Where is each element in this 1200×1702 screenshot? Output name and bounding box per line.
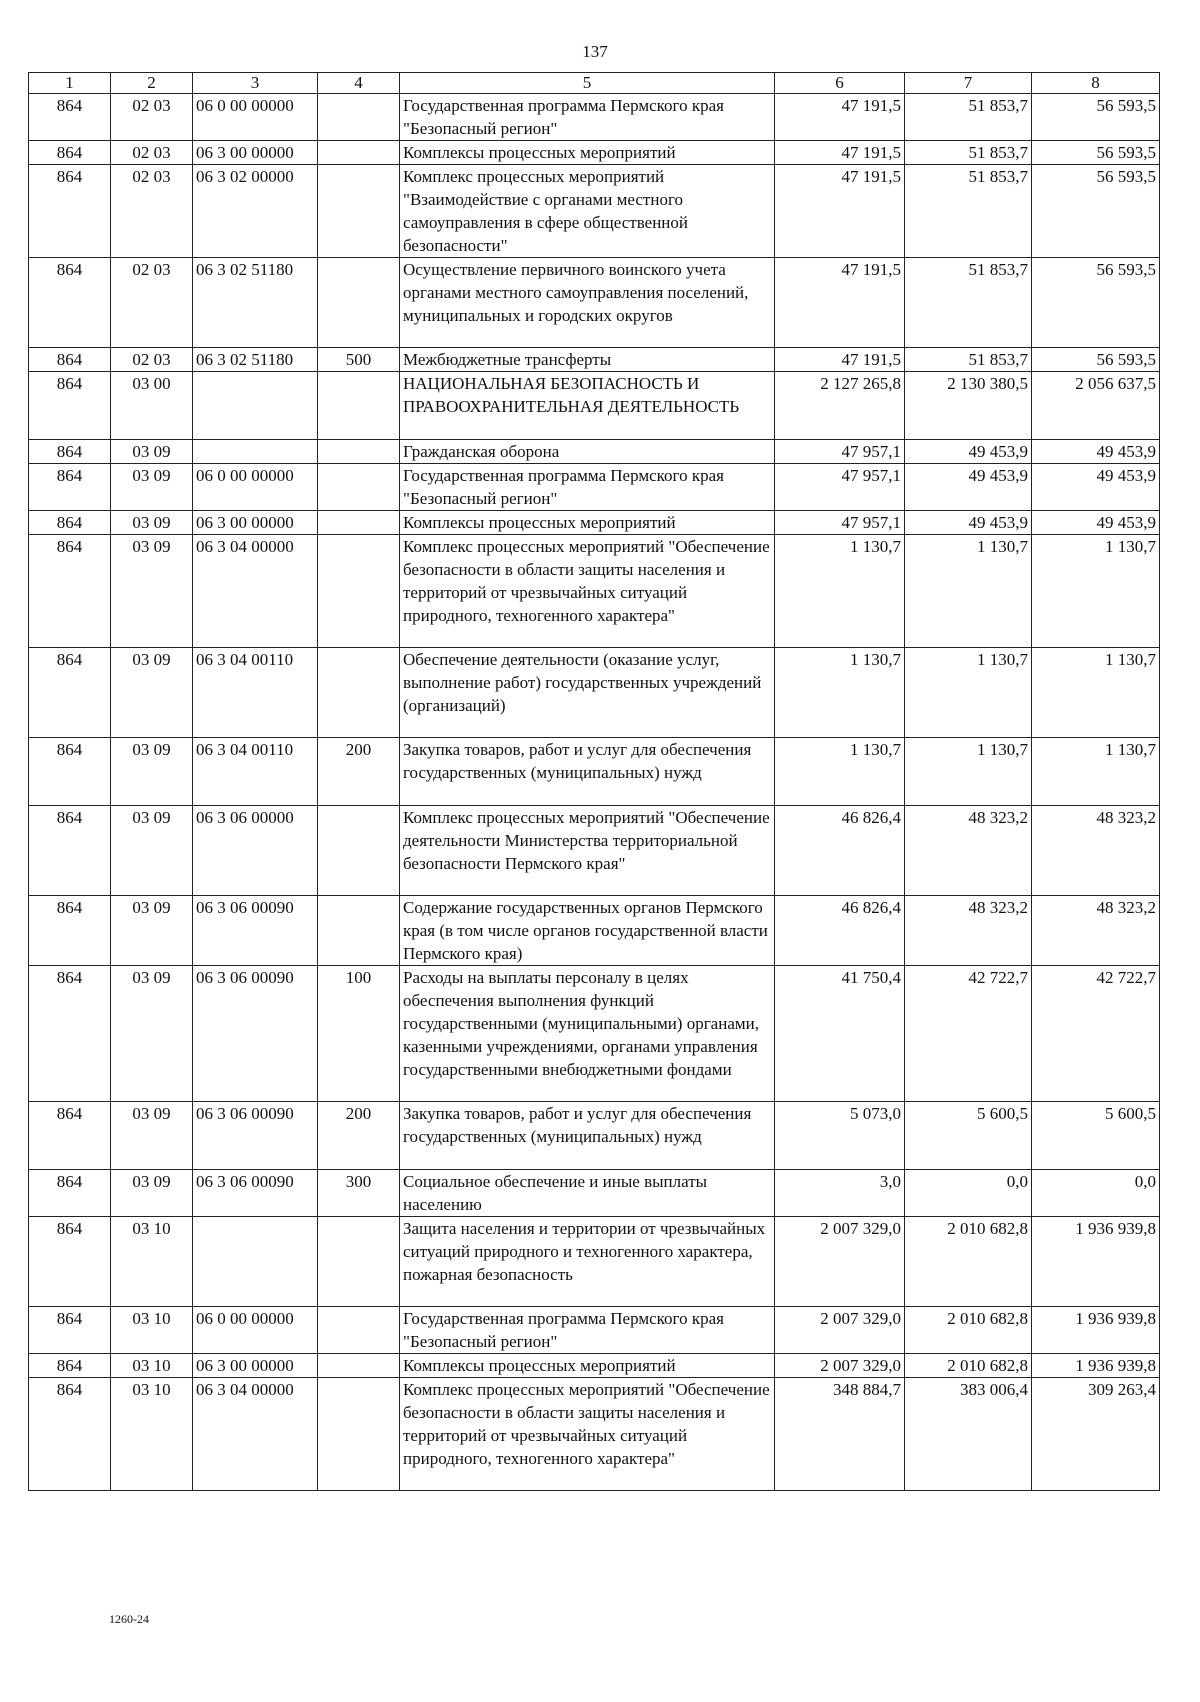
target-article-code: 06 3 06 00000 <box>193 806 318 896</box>
header-col-3: 3 <box>193 73 318 94</box>
amount-col-8: 48 323,2 <box>1032 896 1160 966</box>
amount-col-8: 1 130,7 <box>1032 535 1160 648</box>
amount-col-6: 47 191,5 <box>775 94 905 141</box>
amount-col-6: 47 191,5 <box>775 258 905 348</box>
section-code: 02 03 <box>111 258 193 348</box>
amount-col-8: 0,0 <box>1032 1170 1160 1217</box>
item-name: Защита населения и территории от чрезвычайных ситуаций природного и техногенного характера, пожарная безопасность <box>400 1217 775 1307</box>
table-row <box>29 1307 1160 1354</box>
header-col-1: 1 <box>29 73 111 94</box>
table-row <box>29 1354 1160 1378</box>
table-row <box>29 806 1160 896</box>
amount-col-7: 2 010 682,8 <box>905 1217 1032 1307</box>
target-article-code: 06 3 02 51180 <box>193 258 318 348</box>
section-code: 03 09 <box>111 648 193 738</box>
expense-type-code: 100 <box>318 966 400 1102</box>
target-article-code: 06 3 04 00110 <box>193 738 318 806</box>
amount-col-7: 2 010 682,8 <box>905 1354 1032 1378</box>
section-code: 02 03 <box>111 348 193 372</box>
table-row <box>29 966 1160 1102</box>
target-article-code <box>193 1217 318 1307</box>
amount-col-8: 48 323,2 <box>1032 806 1160 896</box>
target-article-code: 06 0 00 00000 <box>193 94 318 141</box>
amount-col-7: 1 130,7 <box>905 738 1032 806</box>
amount-col-6: 2 127 265,8 <box>775 372 905 440</box>
expense-type-code <box>318 648 400 738</box>
amount-col-7: 5 600,5 <box>905 1102 1032 1170</box>
amount-col-7: 2 130 380,5 <box>905 372 1032 440</box>
item-name: Комплексы процессных мероприятий <box>400 141 775 165</box>
expense-type-code: 500 <box>318 348 400 372</box>
table-row <box>29 94 1160 141</box>
amount-col-8: 1 130,7 <box>1032 738 1160 806</box>
target-article-code: 06 3 06 00090 <box>193 896 318 966</box>
section-code: 02 03 <box>111 94 193 141</box>
section-code: 03 09 <box>111 535 193 648</box>
expense-type-code: 300 <box>318 1170 400 1217</box>
amount-col-8: 49 453,9 <box>1032 511 1160 535</box>
amount-col-8: 1 936 939,8 <box>1032 1217 1160 1307</box>
department-code: 864 <box>29 806 111 896</box>
department-code: 864 <box>29 1217 111 1307</box>
section-code: 03 10 <box>111 1307 193 1354</box>
table-row <box>29 165 1160 258</box>
table-row <box>29 1170 1160 1217</box>
department-code: 864 <box>29 440 111 464</box>
amount-col-7: 42 722,7 <box>905 966 1032 1102</box>
table-row <box>29 258 1160 348</box>
section-code: 02 03 <box>111 165 193 258</box>
item-name: Гражданская оборона <box>400 440 775 464</box>
amount-col-8: 309 263,4 <box>1032 1378 1160 1491</box>
item-name: Комплекс процессных мероприятий "Обеспечение деятельности Министерства территориальной безопасности Пермского края" <box>400 806 775 896</box>
table-row <box>29 141 1160 165</box>
table-row <box>29 372 1160 440</box>
expense-type-code <box>318 1354 400 1378</box>
table-row <box>29 535 1160 648</box>
table-row <box>29 896 1160 966</box>
expense-type-code <box>318 511 400 535</box>
column-number-row <box>29 73 1160 94</box>
amount-col-7: 0,0 <box>905 1170 1032 1217</box>
item-name: НАЦИОНАЛЬНАЯ БЕЗОПАСНОСТЬ И ПРАВООХРАНИТЕЛЬНАЯ ДЕЯТЕЛЬНОСТЬ <box>400 372 775 440</box>
item-name: Комплекс процессных мероприятий "Обеспечение безопасности в области защиты населения и территорий от чрезвычайных ситуаций природного, техногенного характера" <box>400 1378 775 1491</box>
expense-type-code: 200 <box>318 1102 400 1170</box>
section-code: 03 10 <box>111 1217 193 1307</box>
department-code: 864 <box>29 348 111 372</box>
amount-col-6: 1 130,7 <box>775 738 905 806</box>
table-row <box>29 1102 1160 1170</box>
table-row <box>29 738 1160 806</box>
item-name: Осуществление первичного воинского учета органами местного самоуправления поселений, муниципальных и городских округов <box>400 258 775 348</box>
amount-col-7: 51 853,7 <box>905 141 1032 165</box>
expense-type-code <box>318 141 400 165</box>
header-col-6: 6 <box>775 73 905 94</box>
item-name: Закупка товаров, работ и услуг для обеспечения государственных (муниципальных) нужд <box>400 738 775 806</box>
footer-code: 1260-24 <box>109 1612 149 1626</box>
department-code: 864 <box>29 372 111 440</box>
amount-col-6: 1 130,7 <box>775 535 905 648</box>
target-article-code: 06 3 04 00000 <box>193 1378 318 1491</box>
expense-type-code <box>318 806 400 896</box>
item-name: Государственная программа Пермского края "Безопасный регион" <box>400 1307 775 1354</box>
header-col-5: 5 <box>400 73 775 94</box>
amount-col-6: 46 826,4 <box>775 896 905 966</box>
amount-col-7: 48 323,2 <box>905 806 1032 896</box>
amount-col-8: 1 936 939,8 <box>1032 1307 1160 1354</box>
expense-type-code <box>318 372 400 440</box>
amount-col-8: 2 056 637,5 <box>1032 372 1160 440</box>
section-code: 03 09 <box>111 1102 193 1170</box>
item-name: Комплекс процессных мероприятий "Взаимодействие с органами местного самоуправления в сфере общественной безопасности" <box>400 165 775 258</box>
target-article-code: 06 3 04 00000 <box>193 535 318 648</box>
section-code: 03 09 <box>111 511 193 535</box>
expense-type-code <box>318 535 400 648</box>
department-code: 864 <box>29 535 111 648</box>
amount-col-8: 56 593,5 <box>1032 165 1160 258</box>
amount-col-8: 49 453,9 <box>1032 440 1160 464</box>
section-code: 03 09 <box>111 464 193 511</box>
amount-col-7: 383 006,4 <box>905 1378 1032 1491</box>
item-name: Комплексы процессных мероприятий <box>400 511 775 535</box>
amount-col-6: 5 073,0 <box>775 1102 905 1170</box>
section-code: 03 09 <box>111 896 193 966</box>
budget-table <box>28 72 1160 1491</box>
amount-col-8: 56 593,5 <box>1032 141 1160 165</box>
department-code: 864 <box>29 165 111 258</box>
item-name: Комплексы процессных мероприятий <box>400 1354 775 1378</box>
target-article-code: 06 3 00 00000 <box>193 141 318 165</box>
expense-type-code <box>318 94 400 141</box>
department-code: 864 <box>29 1354 111 1378</box>
table-row <box>29 348 1160 372</box>
section-code: 03 10 <box>111 1354 193 1378</box>
item-name: Государственная программа Пермского края "Безопасный регион" <box>400 94 775 141</box>
amount-col-8: 1 936 939,8 <box>1032 1354 1160 1378</box>
department-code: 864 <box>29 1307 111 1354</box>
target-article-code: 06 0 00 00000 <box>193 464 318 511</box>
amount-col-6: 47 957,1 <box>775 464 905 511</box>
amount-col-7: 1 130,7 <box>905 535 1032 648</box>
section-code: 03 09 <box>111 738 193 806</box>
amount-col-7: 51 853,7 <box>905 94 1032 141</box>
amount-col-7: 49 453,9 <box>905 511 1032 535</box>
target-article-code: 06 3 06 00090 <box>193 1170 318 1217</box>
department-code: 864 <box>29 258 111 348</box>
item-name: Обеспечение деятельности (оказание услуг, выполнение работ) государственных учреждений (организаций) <box>400 648 775 738</box>
item-name: Закупка товаров, работ и услуг для обеспечения государственных (муниципальных) нужд <box>400 1102 775 1170</box>
expense-type-code <box>318 896 400 966</box>
amount-col-6: 47 957,1 <box>775 511 905 535</box>
amount-col-8: 49 453,9 <box>1032 464 1160 511</box>
amount-col-8: 56 593,5 <box>1032 94 1160 141</box>
amount-col-6: 47 191,5 <box>775 141 905 165</box>
item-name: Расходы на выплаты персоналу в целях обеспечения выполнения функций государственными (муниципальными) органами, казенными учреждениями, органами управления государственными внебюджетными фондами <box>400 966 775 1102</box>
department-code: 864 <box>29 738 111 806</box>
header-col-8: 8 <box>1032 73 1160 94</box>
target-article-code: 06 3 06 00090 <box>193 966 318 1102</box>
amount-col-6: 3,0 <box>775 1170 905 1217</box>
page-number: 137 <box>582 42 608 61</box>
expense-type-code <box>318 464 400 511</box>
item-name: Комплекс процессных мероприятий "Обеспечение безопасности в области защиты населения и территорий от чрезвычайных ситуаций природного, техногенного характера" <box>400 535 775 648</box>
section-code: 03 09 <box>111 806 193 896</box>
section-code: 02 03 <box>111 141 193 165</box>
amount-col-8: 56 593,5 <box>1032 258 1160 348</box>
table-row <box>29 648 1160 738</box>
amount-col-7: 49 453,9 <box>905 440 1032 464</box>
section-code: 03 09 <box>111 440 193 464</box>
target-article-code: 06 3 00 00000 <box>193 1354 318 1378</box>
table-body <box>29 94 1160 1491</box>
amount-col-7: 51 853,7 <box>905 348 1032 372</box>
target-article-code: 06 3 04 00110 <box>193 648 318 738</box>
target-article-code: 06 0 00 00000 <box>193 1307 318 1354</box>
target-article-code: 06 3 06 00090 <box>193 1102 318 1170</box>
expense-type-code <box>318 1378 400 1491</box>
section-code: 03 09 <box>111 1170 193 1217</box>
section-code: 03 00 <box>111 372 193 440</box>
header-col-4: 4 <box>318 73 400 94</box>
department-code: 864 <box>29 1102 111 1170</box>
amount-col-7: 49 453,9 <box>905 464 1032 511</box>
item-name: Содержание государственных органов Пермского края (в том числе органов государственной власти Пермского края) <box>400 896 775 966</box>
amount-col-8: 5 600,5 <box>1032 1102 1160 1170</box>
amount-col-6: 41 750,4 <box>775 966 905 1102</box>
department-code: 864 <box>29 1378 111 1491</box>
expense-type-code: 200 <box>318 738 400 806</box>
target-article-code: 06 3 02 00000 <box>193 165 318 258</box>
expense-type-code <box>318 165 400 258</box>
department-code: 864 <box>29 94 111 141</box>
expense-type-code <box>318 1217 400 1307</box>
amount-col-7: 1 130,7 <box>905 648 1032 738</box>
header-col-2: 2 <box>111 73 193 94</box>
amount-col-7: 48 323,2 <box>905 896 1032 966</box>
department-code: 864 <box>29 464 111 511</box>
item-name: Межбюджетные трансферты <box>400 348 775 372</box>
target-article-code <box>193 372 318 440</box>
amount-col-6: 2 007 329,0 <box>775 1217 905 1307</box>
department-code: 864 <box>29 511 111 535</box>
amount-col-7: 2 010 682,8 <box>905 1307 1032 1354</box>
amount-col-6: 2 007 329,0 <box>775 1354 905 1378</box>
item-name: Социальное обеспечение и иные выплаты населению <box>400 1170 775 1217</box>
amount-col-7: 51 853,7 <box>905 165 1032 258</box>
amount-col-8: 56 593,5 <box>1032 348 1160 372</box>
amount-col-6: 47 191,5 <box>775 165 905 258</box>
header-col-7: 7 <box>905 73 1032 94</box>
department-code: 864 <box>29 896 111 966</box>
amount-col-6: 2 007 329,0 <box>775 1307 905 1354</box>
expense-type-code <box>318 258 400 348</box>
amount-col-6: 47 191,5 <box>775 348 905 372</box>
table-row <box>29 1378 1160 1491</box>
table-row <box>29 511 1160 535</box>
amount-col-8: 1 130,7 <box>1032 648 1160 738</box>
table-row <box>29 440 1160 464</box>
target-article-code: 06 3 02 51180 <box>193 348 318 372</box>
expense-type-code <box>318 1307 400 1354</box>
department-code: 864 <box>29 966 111 1102</box>
section-code: 03 09 <box>111 966 193 1102</box>
expense-type-code <box>318 440 400 464</box>
amount-col-6: 348 884,7 <box>775 1378 905 1491</box>
amount-col-8: 42 722,7 <box>1032 966 1160 1102</box>
table-row <box>29 464 1160 511</box>
table-row <box>29 1217 1160 1307</box>
amount-col-6: 1 130,7 <box>775 648 905 738</box>
amount-col-6: 46 826,4 <box>775 806 905 896</box>
item-name: Государственная программа Пермского края "Безопасный регион" <box>400 464 775 511</box>
department-code: 864 <box>29 1170 111 1217</box>
amount-col-7: 51 853,7 <box>905 258 1032 348</box>
department-code: 864 <box>29 141 111 165</box>
section-code: 03 10 <box>111 1378 193 1491</box>
target-article-code: 06 3 00 00000 <box>193 511 318 535</box>
amount-col-6: 47 957,1 <box>775 440 905 464</box>
target-article-code <box>193 440 318 464</box>
department-code: 864 <box>29 648 111 738</box>
